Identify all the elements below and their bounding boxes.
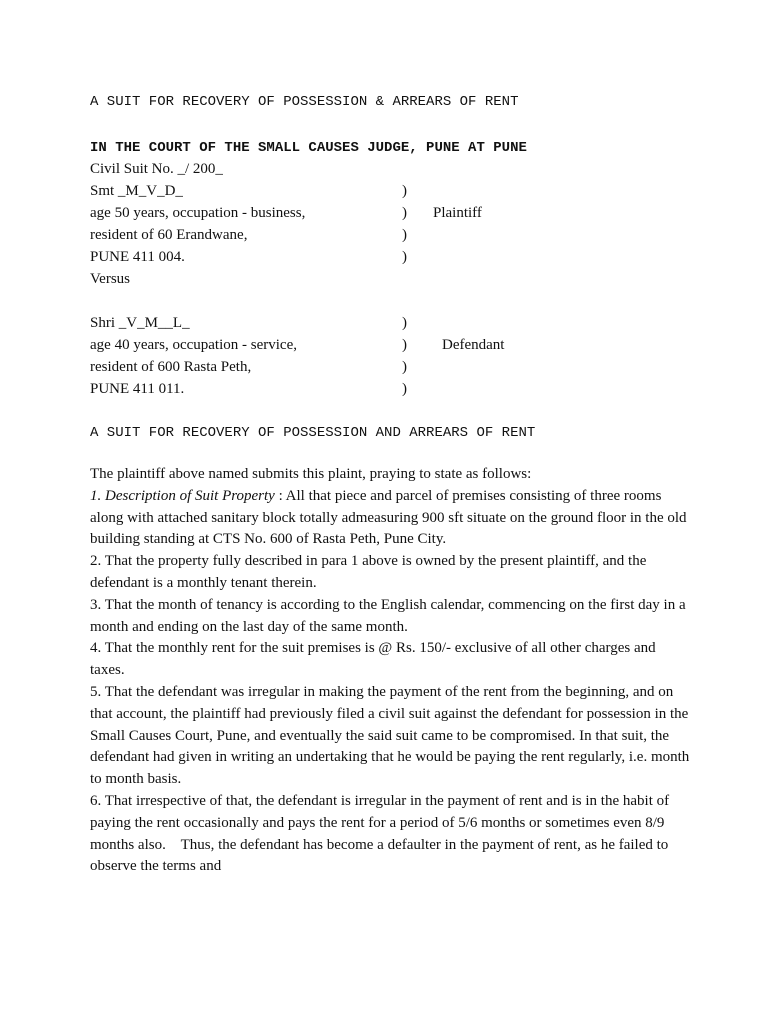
paragraph-5: 5. That the defendant was irregular in making the payment of the rent from the beginning, and on that account, the plaintiff had previously filed a civil suit against the defendant for possession in the Small Causes Court, Pune, and eventually the said suit came to be compromised. In that suit, the defendant had given in writing an undertaking that he would be paying the rent regularly, i.e. month to month basis. xyxy=(90,683,690,788)
para1-text: : All that piece and parcel of premises consisting of three rooms along with attached sanitary block totally admeasuring 900 sft situate on the ground floor in the old building standing at CTS No. 600 of Rasta Peth, Pune City. xyxy=(90,487,687,548)
bracket: ) xyxy=(402,381,407,397)
plaintiff-name: Smt _M_V_D_ xyxy=(90,183,183,199)
intro-paragraph: The plaintiff above named submits this plaint, praying to state as follows: xyxy=(90,466,532,482)
paragraph-4: 4. That the monthly rent for the suit premises is @ Rs. 150/- exclusive of all other charges and taxes. xyxy=(90,640,656,679)
bracket: ) xyxy=(402,205,407,221)
suit-number: Civil Suit No. _/ 200_ xyxy=(90,161,223,177)
defendant-address: resident of 600 Rasta Peth, xyxy=(90,359,252,375)
bracket: ) xyxy=(402,315,407,331)
paragraph-6: 6. That irrespective of that, the defendant is irregular in the payment of rent and is in the habit of paying the rent occasionally and pays the rent for a period of 5/6 months or sometimes even 8/9 months also. Thus, the defendant has become a defaulter in the payment of rent, as he failed to observe the terms and xyxy=(90,792,673,875)
paragraph-1 xyxy=(90,486,690,551)
defendant-role: Defendant xyxy=(442,337,505,353)
paragraph-3: 3. That the month of tenancy is according to the English calendar, commencing on the first day in a month and ending on the last day of the same month. xyxy=(90,596,686,635)
plaintiff-age: age 50 years, occupation - business, xyxy=(90,205,306,221)
defendant-age: age 40 years, occupation - service, xyxy=(90,337,297,353)
suit-subheading: A SUIT FOR RECOVERY OF POSSESSION AND ARREARS OF RENT xyxy=(90,425,536,441)
bracket: ) xyxy=(402,359,407,375)
para1-label: 1. Description of Suit Property xyxy=(90,487,275,504)
paragraph-2: 2. That the property fully described in para 1 above is owned by the present plaintiff, and the defendant is a monthly tenant therein. xyxy=(90,553,647,591)
bracket: ) xyxy=(402,227,407,243)
bracket: ) xyxy=(402,337,407,353)
versus-label: Versus xyxy=(90,271,130,287)
defendant-name: Shri _V_M__L_ xyxy=(90,315,190,331)
plaintiff-city: PUNE 411 004. xyxy=(90,249,185,265)
court-heading: IN THE COURT OF THE SMALL CAUSES JUDGE, PUNE AT PUNE xyxy=(90,140,527,156)
bracket: ) xyxy=(402,249,407,265)
plaintiff-address: resident of 60 Erandwane, xyxy=(90,227,248,243)
plaintiff-role: Plaintiff xyxy=(433,205,482,221)
defendant-city: PUNE 411 011. xyxy=(90,381,185,397)
plaint-body xyxy=(90,464,690,878)
bracket: ) xyxy=(402,183,407,199)
document-heading: A SUIT FOR RECOVERY OF POSSESSION & ARREARS OF RENT xyxy=(90,94,519,110)
